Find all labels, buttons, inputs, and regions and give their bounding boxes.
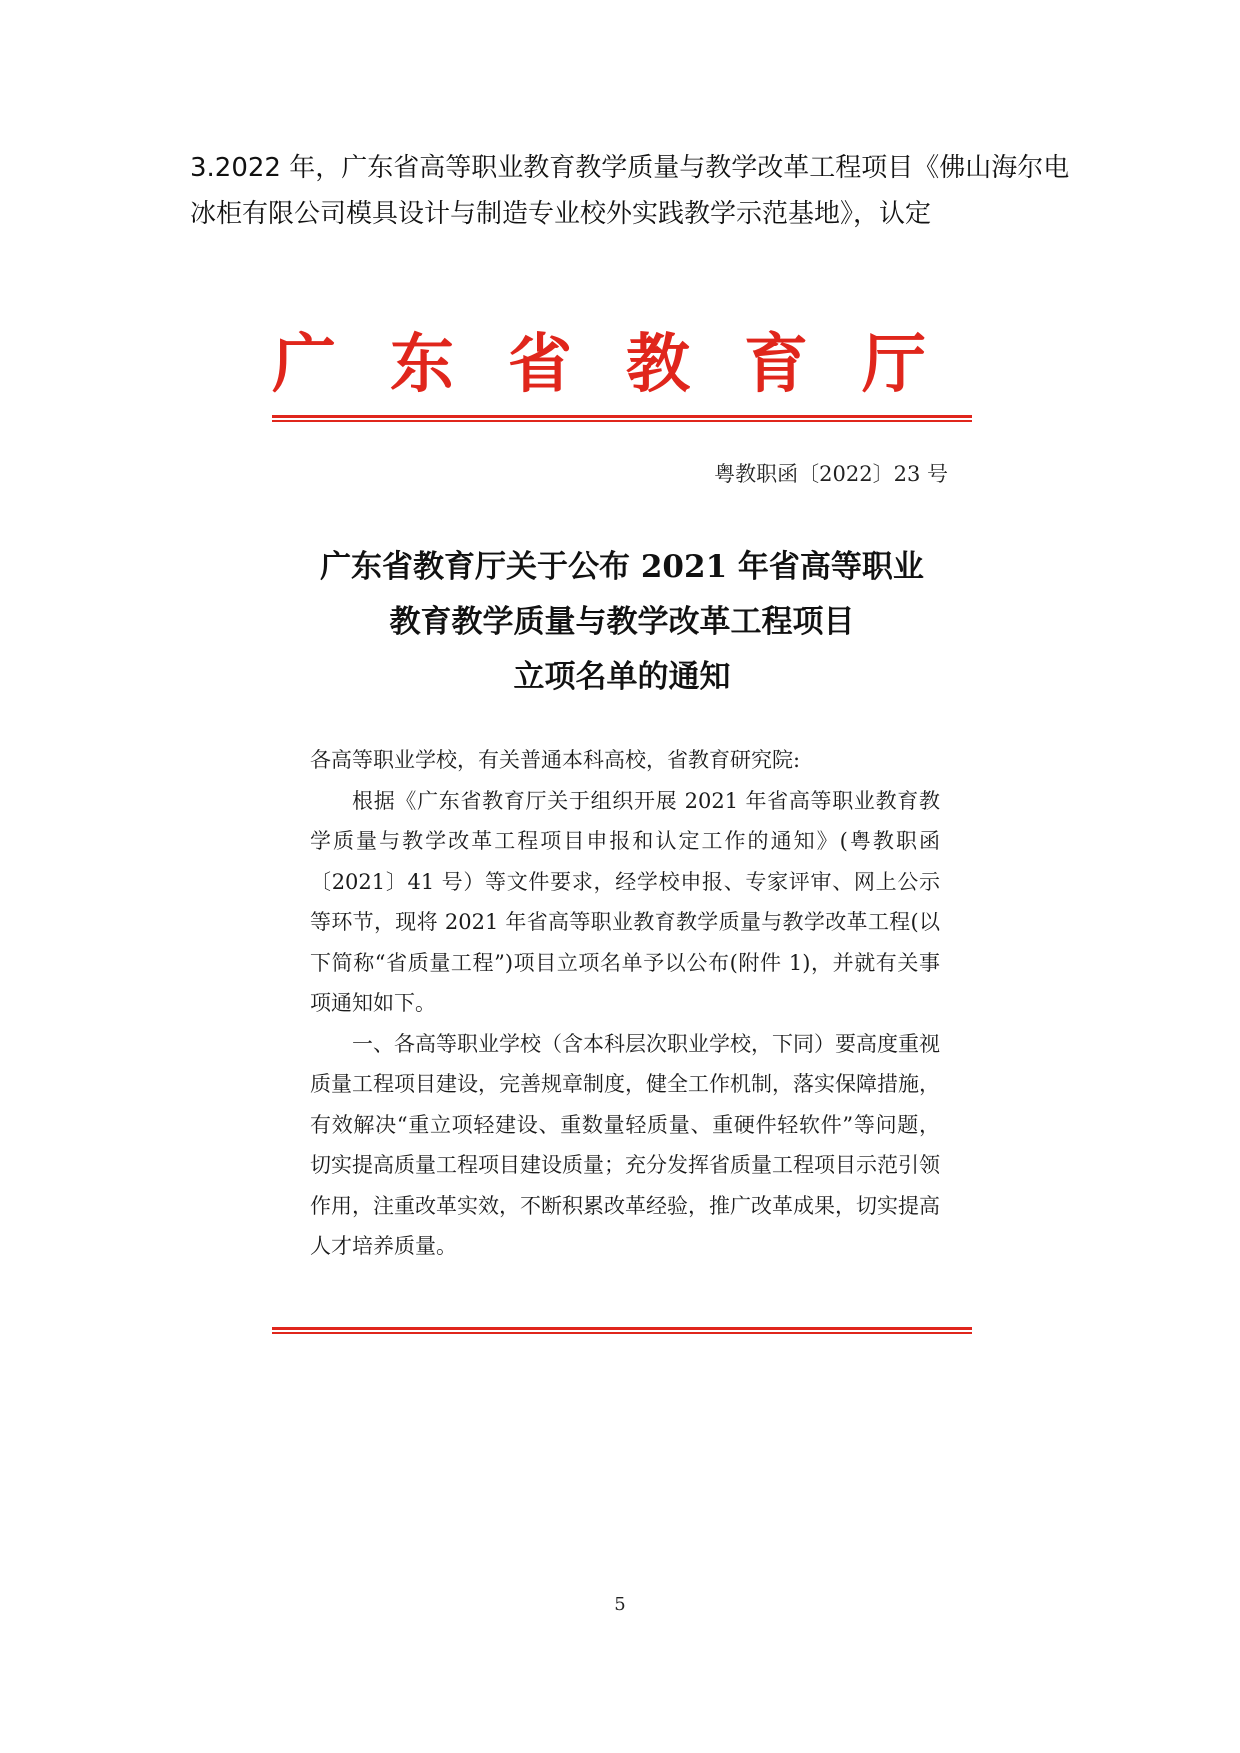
notice-title-line-3: 立项名单的通知 (513, 659, 731, 695)
notice-title (272, 540, 972, 705)
salutation: 各高等职业学校，有关普通本科高校，省教育研究院: (310, 748, 801, 772)
intro-text: 3.2022 年，广东省高等职业教育教学质量与教学改革工程项目《佛山海尔电冰柜有限公司模具设计与制造专业校外实践教学示范基地》，认定 (190, 153, 1070, 229)
body-paragraph-1: 根据《广东省教育厅关于组织开展 2021 年省高等职业教育教学质量与教学改革工程项目申报和认定工作的通知》(粤教职函〔2021〕41 号）等文件要求，经学校申报、专家评审、网上公示等环节，现将 2021 年省高等职业教育教学质量与教学改革工程(以下简称“省质量工程”)项目立项名单予以公布(附件 1)，并就有关事项通知如下。 (310, 788, 941, 1015)
notice-title-line-2: 教育教学质量与教学改革工程项目 (389, 604, 855, 640)
letterhead-title: 广东省教育厅 (272, 327, 980, 402)
footer-red-line-thin (272, 1332, 972, 1334)
document-number: 粤教职函〔2022〕23 号 (714, 462, 948, 486)
footer-red-line (272, 1327, 972, 1330)
page-number: 5 (614, 1594, 626, 1615)
letterhead-red-line-thin (272, 420, 972, 422)
letterhead-red-line (272, 415, 972, 418)
body-paragraph-2: 一、各高等职业学校（含本科层次职业学校，下同）要高度重视质量工程项目建设，完善规章制度，健全工作机制，落实保障措施，有效解决“重立项轻建设、重数量轻质量、重硬件轻软件”等问题，切实提高质量工程项目建设质量；充分发挥省质量工程项目示范引领作用，注重改革实效，不断积累改革经验，推广改革成果，切实提高人才培养质量。 (310, 1031, 940, 1258)
notice-title-line-1: 广东省教育厅关于公布 2021 年省高等职业 (320, 549, 924, 585)
notice-body (310, 740, 940, 1267)
